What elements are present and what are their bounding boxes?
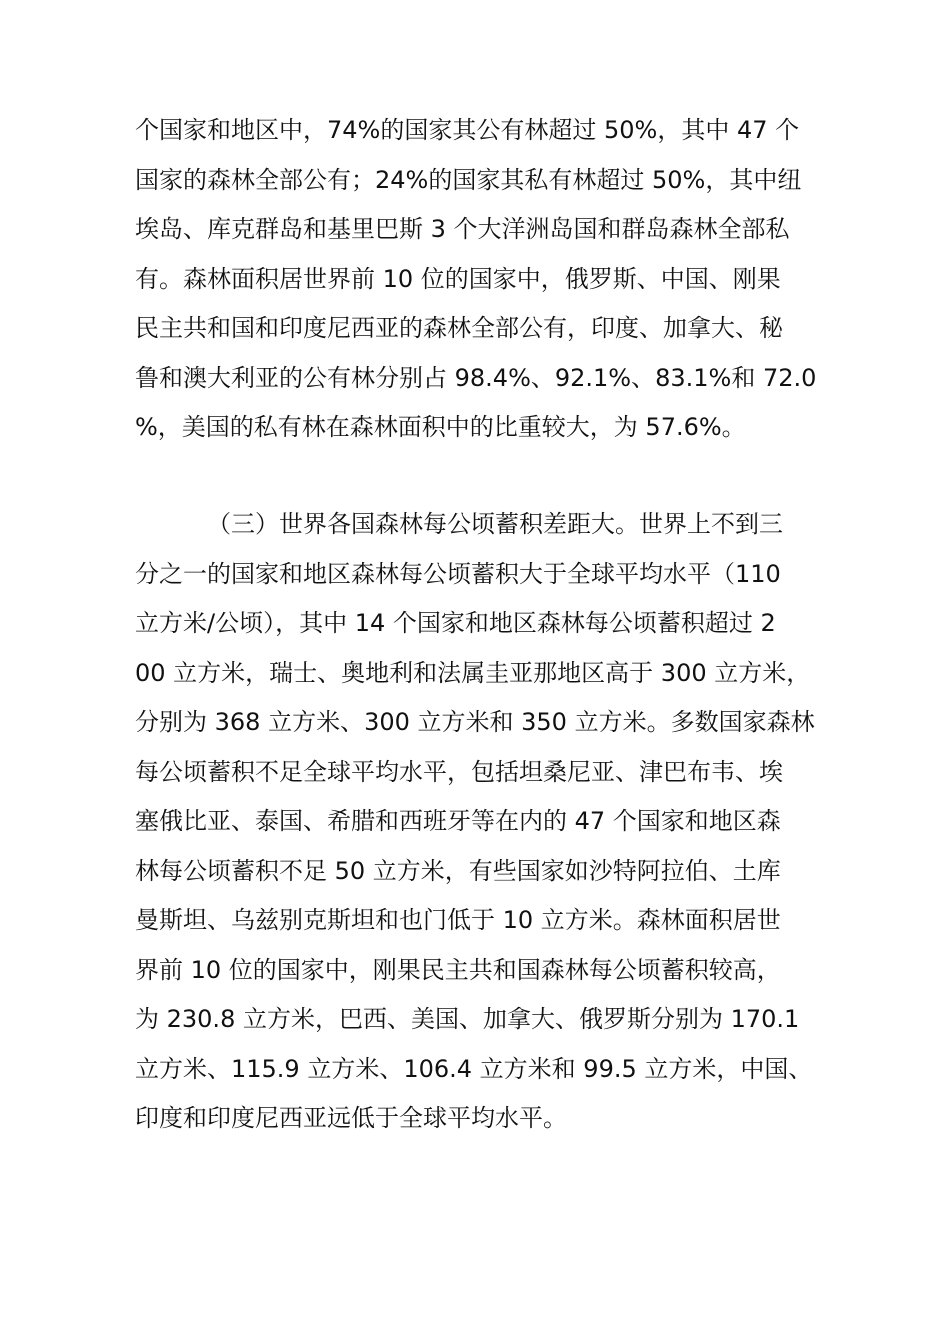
text-line: %，美国的私有林在森林面积中的比重较大，为 57.6%。 (135, 413, 746, 441)
text-line: 鲁和澳大利亚的公有林分别占 98.4%、92.1%、83.1%和 72.0 (135, 363, 817, 392)
text-line: 民主共和国和印度尼西亚的森林全部公有，印度、加拿大、秘 (135, 314, 783, 342)
text-line: 曼斯坦、乌兹别克斯坦和也门低于 10 立方米。森林面积居世 (135, 906, 781, 934)
text-line: 个国家和地区中，74%的国家其公有林超过 50%，其中 47 个 (135, 116, 800, 144)
paragraph-public-private-forest (135, 106, 835, 453)
text-line: 分之一的国家和地区森林每公顷蓄积大于全球平均水平（110 (135, 559, 781, 588)
text-line: 每公顷蓄积不足全球平均水平，包括坦桑尼亚、津巴布韦、埃 (135, 757, 783, 786)
text-line: 界前 10 位的国家中，刚果民主共和国森林每公顷蓄积较高， (135, 955, 781, 984)
text-line: 塞俄比亚、泰国、希腊和西班牙等在内的 47 个国家和地区森 (135, 807, 781, 835)
text-line: 00 立方米，瑞士、奥地利和法属圭亚那地区高于 300 立方米， (135, 658, 811, 687)
text-line: 埃岛、库克群岛和基里巴斯 3 个大洋洲岛国和群岛森林全部私 (135, 215, 790, 243)
text-line: 林每公顷蓄积不足 50 立方米，有些国家如沙特阿拉伯、土库 (135, 856, 781, 885)
text-line-heading: （三）世界各国森林每公顷蓄积差距大。世界上不到三 (207, 510, 783, 538)
text-line: 国家的森林全部公有；24%的国家其私有林超过 50%，其中纽 (135, 165, 802, 194)
paragraph-stock-per-hectare (135, 500, 835, 1144)
text-line: 立方米、115.9 立方米、106.4 立方米和 99.5 立方米，中国、 (135, 1054, 813, 1083)
text-line: 有。森林面积居世界前 10 位的国家中，俄罗斯、中国、刚果 (135, 264, 781, 293)
text-line: 印度和印度尼西亚远低于全球平均水平。 (135, 1104, 567, 1132)
text-line: 为 230.8 立方米，巴西、美国、加拿大、俄罗斯分别为 170.1 (135, 1005, 800, 1033)
text-line: 分别为 368 立方米、300 立方米和 350 立方米。多数国家森林 (135, 708, 815, 736)
text-line: 立方米/公顷），其中 14 个国家和地区森林每公顷蓄积超过 2 (135, 609, 776, 637)
